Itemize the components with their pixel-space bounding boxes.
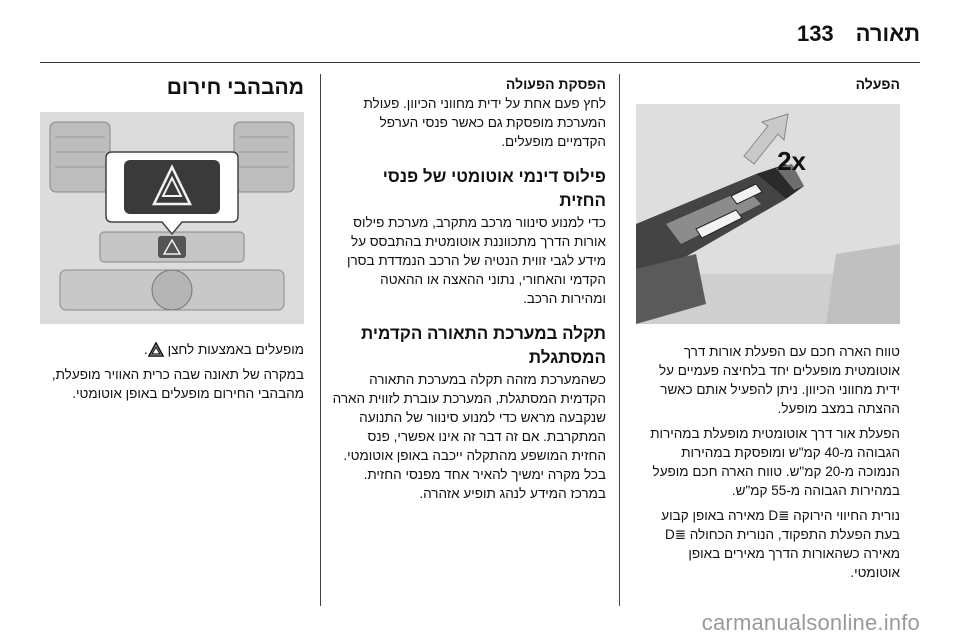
hazard-button-illustration [40,112,304,324]
section-heading-activation: הפעלה [855,76,900,92]
section-heading-hazard: מהבהבי חירום [166,76,304,99]
paragraph-activation-3: נורית החיווי הירוקה ≣D מאירה באופן קבוע בעת הפעלת התפקוד, הנורית הכחולה ≣D מאירה כשהאורות הדרך מאירים באופן אוטומטי. [661,508,900,580]
page-header [40,14,920,54]
paragraph-hazard-press [40,340,304,359]
figure-hazard-button [40,112,304,324]
column-right [636,74,900,582]
column-middle [332,74,606,503]
column-divider-left [320,74,321,606]
hazard-triangle-icon [148,342,164,357]
section-heading-fault: תקלה במערכת התאורה הקדמית המסתגלת [361,324,606,367]
paragraph-disable: לחץ פעם אחת על ידית מחווני הכיוון. פעולת המערכת מופסקת גם כאשר פנסי הערפל הקדמיים מופעלים. [363,96,606,149]
paragraph-activation-1: טווח הארה חכם עם הפעלת אורות דרך אוטומטית מופעלים יחד בלחיצה פעמיים על ידית מחווני הכיוון. ניתן להפעיל אותם כאשר ההצתה במצב מופעל. [659,344,900,416]
paragraph-hazard-auto: במקרה של תאונה שבה כרית האוויר מופעלת, מהבהבי החירום מופעלים באופן אוטומטי. [51,367,304,401]
paragraph-leveling: כדי למנוע סינוור מרכב מתקרב, מערכת פילוס אורות הדרך מתכווננת אוטומטית בהתבסס על מידע לגבי זווית הנטיה של הרכב הנמדדת בסרן הקדמי והאחורי, נתוני ההאצה או ההאטה ומהירות הרכב. [346,215,606,306]
section-heading-leveling: פילוס דינמי אוטומטי של פנסי החזית [382,167,606,210]
site-watermark: carmanualsonline.info [701,610,920,635]
column-divider-right [619,74,620,606]
turn-signal-lever-illustration [636,104,900,324]
chapter-title: תאורה [855,21,920,46]
column-left [40,74,304,403]
page-number: 133 [796,21,834,46]
figure-stalk [636,104,900,324]
section-heading-disable: הפסקת הפעולה [505,76,606,92]
paragraph-hazard-press-suffix: . [144,342,148,357]
paragraph-hazard-press-prefix: מופעלים באמצעות לחצן [167,342,304,357]
figure-label-2x: 2x [777,146,806,176]
header-rule [40,62,920,63]
paragraph-fault: כשהמערכת מזהה תקלה במערכת התאורה הקדמית המסתגלת, המערכת עוברת לזווית הארה שנקבעה מראש כדי למנוע סינוור של התנועה המתקרבת. אם זה דבר זה אינו אפשרי, פנס החזית המושפע מהתקלה ייכבה באופן אוטומטי. בכל מקרה ימשיך להאיר אחד מפנסי החזית. במרכז המידע לנהג תופיע אזהרה. [332,372,606,501]
paragraph-activation-2: הפעלת אור דרך אוטומטית מופעלת במהירות הגבוהה מ-40 קמ"ש ומופסקת במהירות הנמוכה מ-20 קמ"ש. טווח הארה חכם מופעל במהירות הגבוהה מ-55 קמ"ש. [650,426,900,498]
